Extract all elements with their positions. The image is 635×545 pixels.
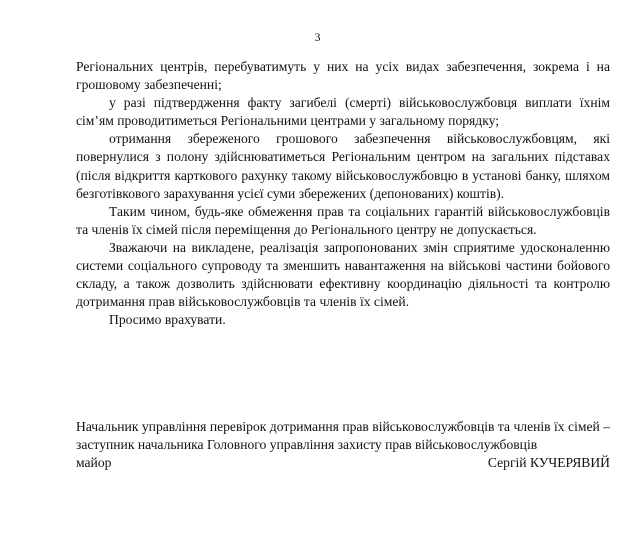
letter-body	[76, 58, 610, 329]
signatory-position: Начальник управління перевірок дотримання прав військовослужбовців та членів їх сімей – заступник начальника Головного управління захисту прав військовослужбовців	[76, 419, 610, 453]
signatory-name: Сергій КУЧЕРЯВИЙ	[487, 455, 610, 471]
paragraph-conclusion: Зважаючи на викладене, реалізація запропонованих змін сприятиме удосконаленню системи соціального супроводу та зменшить навантаження на військові частини бойового складу, а також дозволить здійснювати ефективну координацію діяльності та контролю дотримання прав військовослужбовців та членів їх сімей.	[76, 239, 610, 310]
signature-row	[76, 454, 610, 472]
paragraph-rights-guarantee: Таким чином, будь-яке обмеження прав та соціальних гарантій військовослужбовців та членів їх сімей після переміщення до Регіонального центру не допускається.	[76, 203, 610, 237]
page-number: 3	[314, 30, 321, 44]
paragraph-continuation: Регіональних центрів, перебуватимуть у них на усіх видах забезпечення, зокрема і на грошовому забезпеченні;	[76, 59, 610, 93]
signatory-rank: майор	[76, 455, 112, 471]
signature-block	[76, 418, 610, 472]
paragraph-death-payments: у разі підтвердження факту загибелі (смерті) військовослужбовця виплати їхнім сім’ям проводитиметься Регіональними центрами у загальному порядку;	[76, 95, 610, 129]
paragraph-captivity-payments: отримання збереженого грошового забезпечення військовослужбовцям, які повернулися з полону здійснюватиметься Регіональним центром на загальних підставах (після відкриття карткового рахунку такому військовослужбовцю в установі банку, шляхом безготівкового зарахування усієї суми збережених (депонованих) коштів).	[76, 131, 610, 201]
closing-request: Просимо врахувати.	[109, 312, 226, 328]
